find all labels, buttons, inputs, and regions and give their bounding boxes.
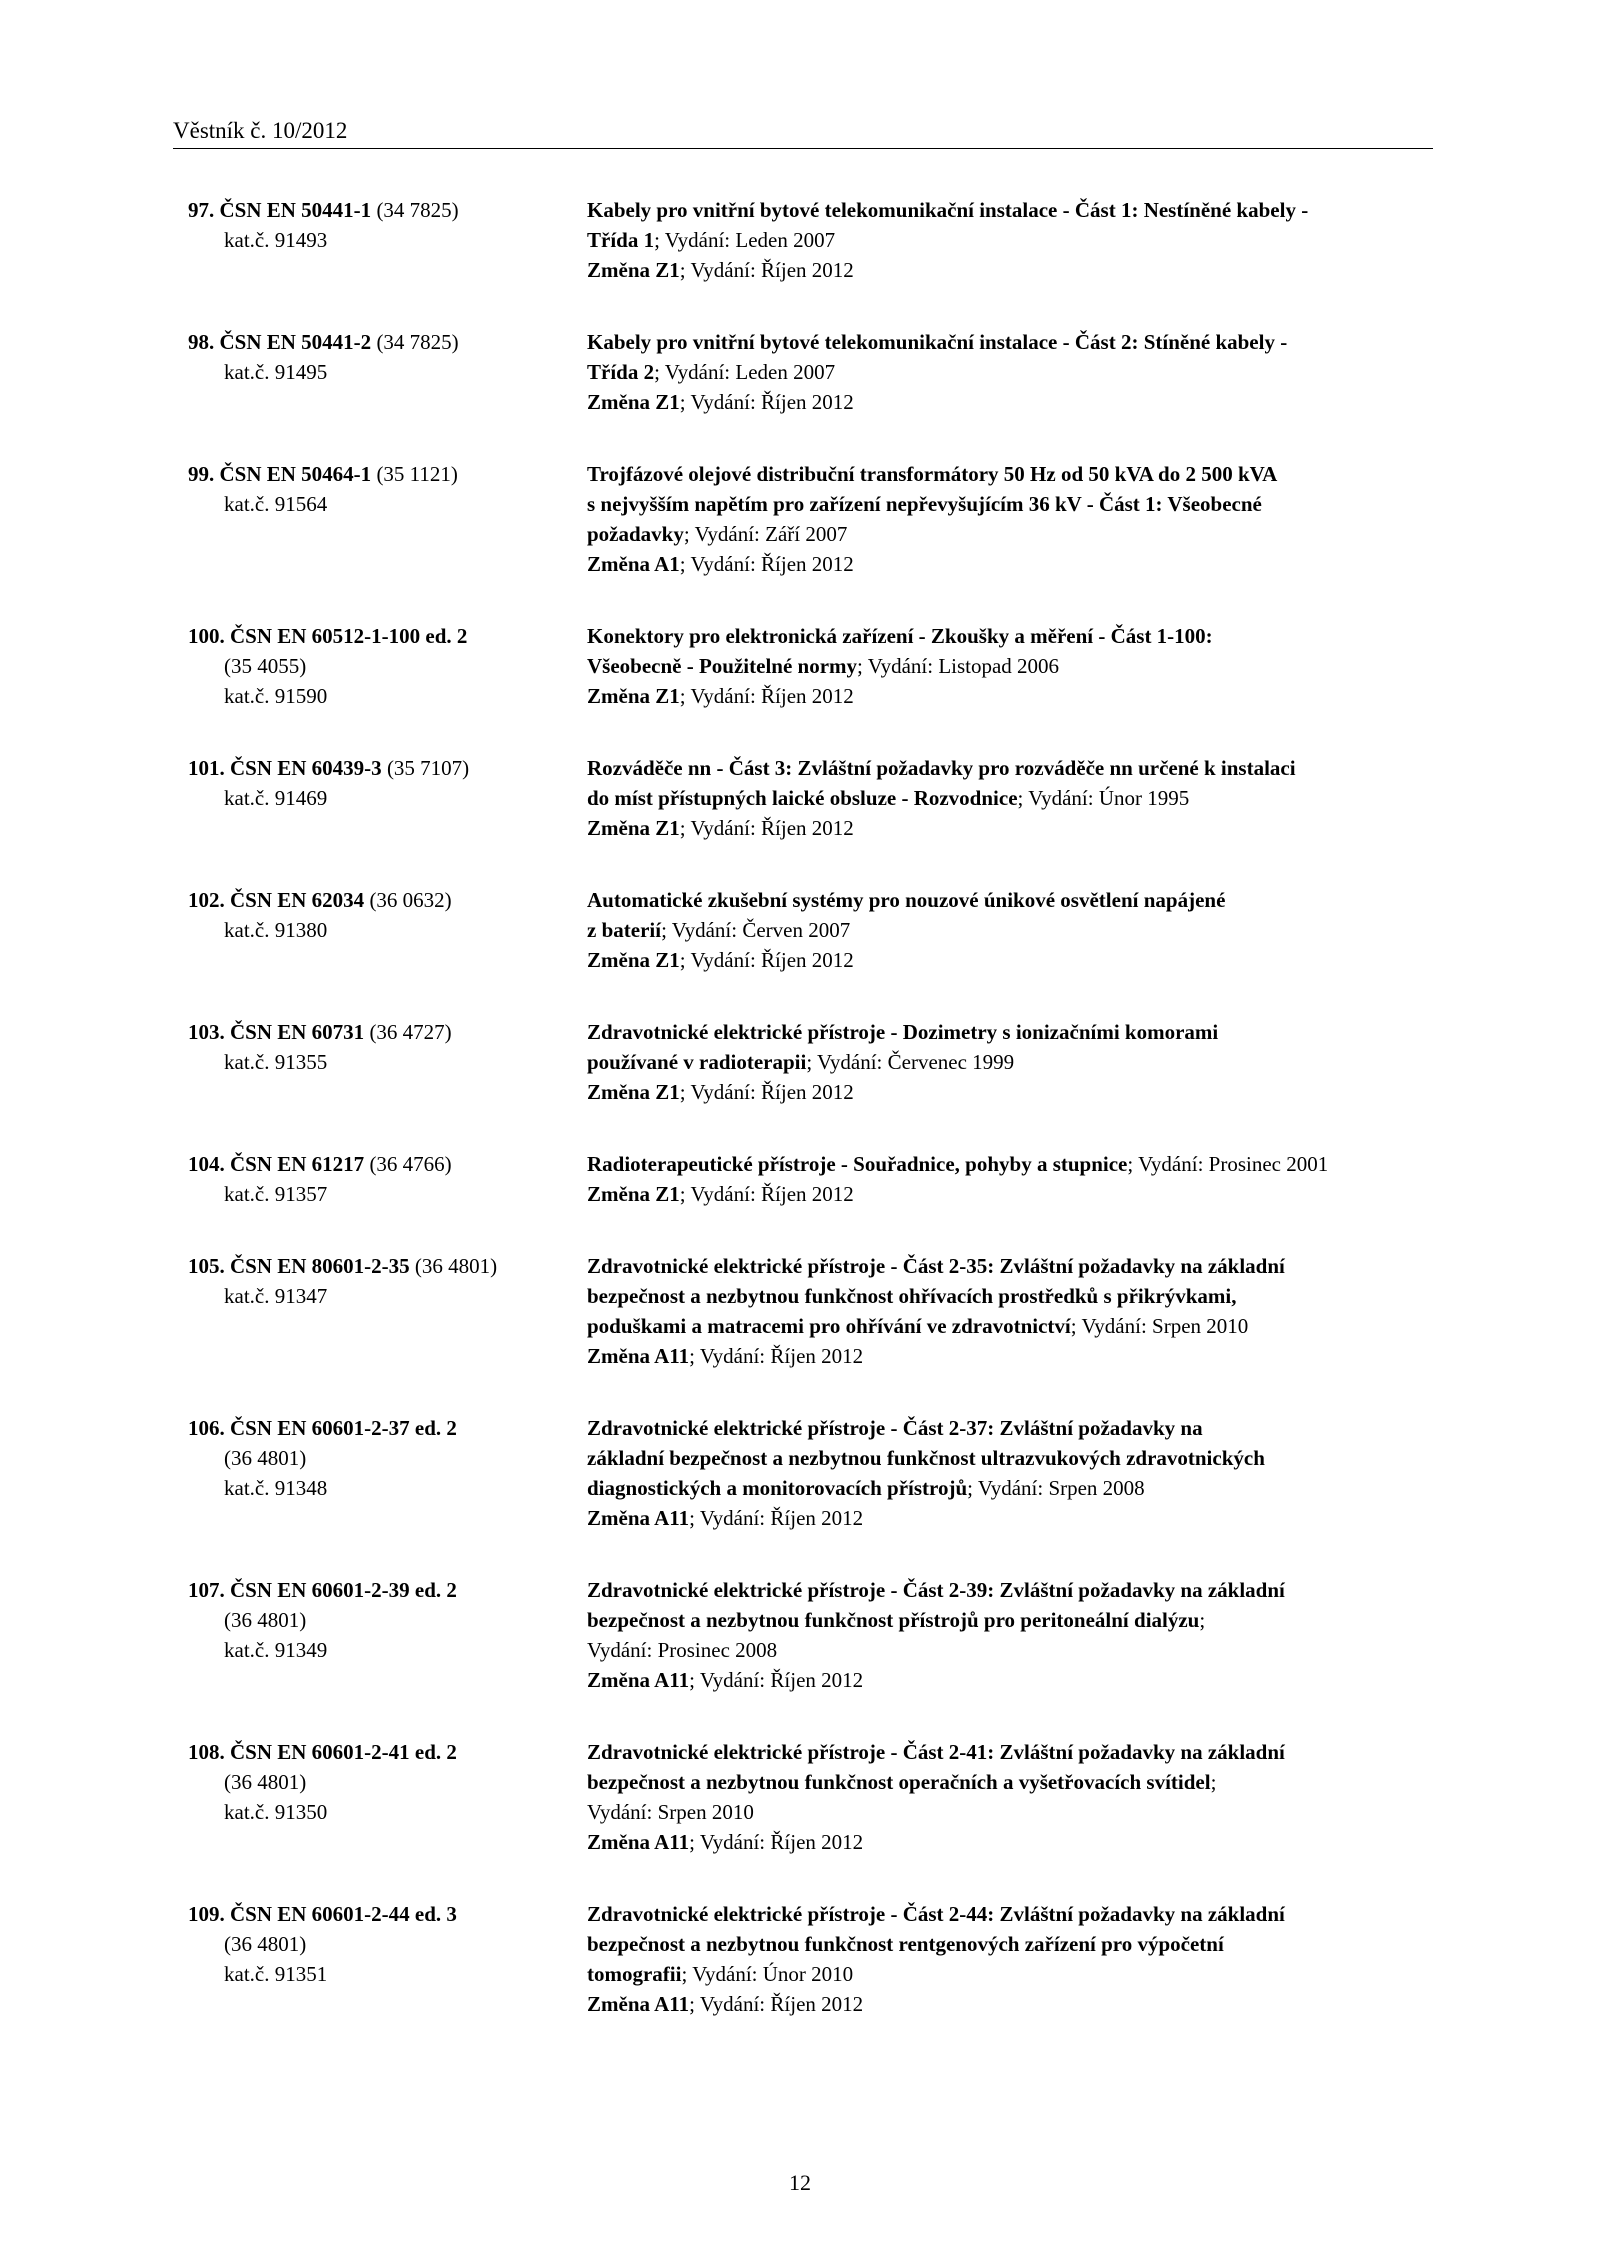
amendment-date: ; Vydání: Říjen 2012: [679, 1182, 854, 1206]
catalogue-number: kat.č. 91469: [224, 786, 328, 810]
title-line: [587, 1251, 1428, 1281]
amendment-line: [587, 813, 1428, 843]
standard-number-line: [188, 1017, 587, 1047]
title-line: [587, 519, 1428, 549]
standard-identifier: [188, 1251, 587, 1371]
standard-description: [587, 1413, 1428, 1533]
entry-number: 97.: [188, 198, 215, 222]
amendment-line: [587, 1077, 1428, 1107]
standard-title: Konektory pro elektronická zařízení - Zkoušky a měření - Část 1-100:: [587, 624, 1213, 648]
amendment-label: Změna A11: [587, 1668, 690, 1692]
amendment-date: ; Vydání: Říjen 2012: [679, 390, 854, 414]
issue-date: ; Vydání: Červenec 1999: [806, 1050, 1015, 1074]
amendment-line: [587, 681, 1428, 711]
standard-description: [587, 195, 1428, 285]
standard-title: tomografii: [587, 1962, 682, 1986]
standard-title: poduškami a matracemi pro ohřívání ve zdravotnictví: [587, 1314, 1071, 1338]
standard-title: Zdravotnické elektrické přístroje - Část 2-41: Zvláštní požadavky na základní: [587, 1740, 1285, 1764]
standard-entry: [188, 1149, 1428, 1209]
standard-designation: ČSN EN 80601-2-35: [230, 1254, 410, 1278]
amendment-date: ; Vydání: Říjen 2012: [689, 1668, 864, 1692]
title-line: [587, 915, 1428, 945]
standard-title: Trojfázové olejové distribuční transformátory 50 Hz od 50 kVA do 2 500 kVA: [587, 462, 1278, 486]
classification-code: (36 4801): [224, 1608, 307, 1632]
standard-designation: ČSN EN 50441-1: [219, 198, 372, 222]
standard-number-line: [188, 459, 587, 489]
entry-number: 103.: [188, 1020, 225, 1044]
classification-code: (36 0632): [369, 888, 452, 912]
standard-entry: [188, 1251, 1428, 1371]
title-line: [587, 327, 1428, 357]
classification-code: (36 4727): [369, 1020, 452, 1044]
standard-number-line: [188, 1149, 587, 1179]
amendment-date: ; Vydání: Říjen 2012: [679, 552, 854, 576]
title-line: [587, 651, 1428, 681]
catalogue-number: kat.č. 91347: [224, 1284, 328, 1308]
standard-entry: [188, 195, 1428, 285]
standard-title: Třída 2: [587, 360, 655, 384]
standard-title: bezpečnost a nezbytnou funkčnost přístrojů pro peritoneální dialýzu: [587, 1608, 1200, 1632]
standard-designation: ČSN EN 60601-2-41 ed. 2: [230, 1740, 457, 1764]
standard-identifier: [188, 753, 587, 843]
catalogue-number: kat.č. 91348: [224, 1476, 328, 1500]
standard-number-line: [188, 195, 587, 225]
standard-identifier: [188, 1737, 587, 1857]
catalogue-number: kat.č. 91357: [224, 1182, 328, 1206]
standard-description: [587, 459, 1428, 579]
entry-number: 107.: [188, 1578, 225, 1602]
title-line: [587, 783, 1428, 813]
standard-entry: [188, 1017, 1428, 1107]
amendment-label: Změna Z1: [587, 684, 680, 708]
amendment-label: Změna Z1: [587, 816, 680, 840]
amendment-date: ; Vydání: Říjen 2012: [679, 1080, 854, 1104]
classification-code: (35 4055): [224, 654, 307, 678]
standard-designation: ČSN EN 60601-2-39 ed. 2: [230, 1578, 457, 1602]
entry-number: 101.: [188, 756, 225, 780]
issue-date: ; Vydání: Prosinec 2001: [1127, 1152, 1329, 1176]
catalogue-number: kat.č. 91351: [224, 1962, 328, 1986]
amendment-line: [587, 255, 1428, 285]
entry-number: 99.: [188, 462, 215, 486]
amendment-label: Změna A11: [587, 1830, 690, 1854]
amendment-date: ; Vydání: Říjen 2012: [679, 258, 854, 282]
issue-date: ; Vydání: Leden 2007: [654, 360, 836, 384]
standards-list: [188, 195, 1428, 2019]
standard-designation: ČSN EN 60601-2-44 ed. 3: [230, 1902, 457, 1926]
standard-description: [587, 327, 1428, 417]
standard-number-line: [188, 1899, 587, 1929]
standard-number-line: [188, 1737, 587, 1767]
standard-designation: ČSN EN 60731: [230, 1020, 365, 1044]
standard-designation: ČSN EN 60512-1-100 ed. 2: [230, 624, 468, 648]
classification-code: (35 7107): [386, 756, 470, 780]
standard-title: Radioterapeutické přístroje - Souřadnice, pohyby a stupnice: [587, 1152, 1128, 1176]
issue-date: Vydání: Prosinec 2008: [587, 1638, 778, 1662]
standard-identifier: [188, 327, 587, 417]
standard-title: požadavky: [587, 522, 684, 546]
amendment-label: Změna A11: [587, 1344, 690, 1368]
classification-code: (34 7825): [376, 198, 459, 222]
standard-number-line: [188, 1413, 587, 1443]
standard-entry: [188, 459, 1428, 579]
standard-number-line: [188, 1575, 587, 1605]
amendment-label: Změna A1: [587, 552, 680, 576]
standard-title: Kabely pro vnitřní bytové telekomunikační instalace - Část 1: Nestíněné kabely -: [587, 198, 1309, 222]
title-line: [587, 753, 1428, 783]
standard-title: diagnostických a monitorovacích přístrojů: [587, 1476, 968, 1500]
title-line: [587, 357, 1428, 387]
standard-identifier: [188, 1413, 587, 1533]
amendment-line: [587, 387, 1428, 417]
standard-description: [587, 1737, 1428, 1857]
entry-number: 100.: [188, 624, 225, 648]
title-line: [587, 1473, 1428, 1503]
classification-code: (36 4766): [369, 1152, 452, 1176]
amendment-line: [587, 1341, 1428, 1371]
title-line: [587, 1575, 1428, 1605]
standard-description: [587, 1575, 1428, 1695]
classification-code: (34 7825): [376, 330, 459, 354]
amendment-line: [587, 945, 1428, 975]
entry-number: 106.: [188, 1416, 225, 1440]
standard-identifier: [188, 195, 587, 285]
standard-identifier: [188, 1575, 587, 1695]
amendment-label: Změna Z1: [587, 1182, 680, 1206]
issue-date: ; Vydání: Září 2007: [683, 522, 848, 546]
standard-description: [587, 1149, 1428, 1209]
amendment-date: ; Vydání: Říjen 2012: [689, 1992, 864, 2016]
catalogue-number: kat.č. 91564: [224, 492, 328, 516]
title-line: [587, 195, 1428, 225]
title-line: [587, 1047, 1428, 1077]
standard-number-line: [188, 621, 587, 651]
title-line: [587, 1899, 1428, 1929]
title-line: [587, 1149, 1428, 1179]
standard-entry: [188, 1413, 1428, 1533]
standard-entry: [188, 621, 1428, 711]
standard-number-line: [188, 885, 587, 915]
amendment-label: Změna Z1: [587, 1080, 680, 1104]
amendment-date: ; Vydání: Říjen 2012: [689, 1830, 864, 1854]
standard-title: Zdravotnické elektrické přístroje - Část 2-35: Zvláštní požadavky na základní: [587, 1254, 1285, 1278]
standard-description: [587, 753, 1428, 843]
standard-number-line: [188, 1251, 587, 1281]
standard-title: Zdravotnické elektrické přístroje - Část 2-39: Zvláštní požadavky na základní: [587, 1578, 1285, 1602]
standard-title: používané v radioterapii: [587, 1050, 807, 1074]
standard-entry: [188, 327, 1428, 417]
title-line: [587, 1929, 1428, 1959]
journal-title: Věstník č. 10/2012: [173, 118, 348, 143]
standard-number-line: [188, 753, 587, 783]
title-line: [587, 1443, 1428, 1473]
title-line: [587, 225, 1428, 255]
standard-designation: ČSN EN 60601-2-37 ed. 2: [230, 1416, 457, 1440]
standard-title: Automatické zkušební systémy pro nouzové únikové osvětlení napájené: [587, 888, 1226, 912]
standard-entry: [188, 753, 1428, 843]
standard-description: [587, 1251, 1428, 1371]
amendment-line: [587, 549, 1428, 579]
amendment-date: ; Vydání: Říjen 2012: [679, 948, 854, 972]
standard-title: Zdravotnické elektrické přístroje - Část 2-37: Zvláštní požadavky na: [587, 1416, 1203, 1440]
page-header: [173, 112, 1433, 149]
standard-title: bezpečnost a nezbytnou funkčnost ohřívacích prostředků s přikrývkami,: [587, 1284, 1237, 1308]
amendment-label: Změna Z1: [587, 258, 680, 282]
standard-title: Třída 1: [587, 228, 655, 252]
title-line: [587, 1959, 1428, 1989]
title-line: [587, 1767, 1428, 1797]
entry-number: 108.: [188, 1740, 225, 1764]
catalogue-number: kat.č. 91495: [224, 360, 328, 384]
title-line: [587, 885, 1428, 915]
standard-entry: [188, 1575, 1428, 1695]
amendment-date: ; Vydání: Říjen 2012: [679, 816, 854, 840]
issue-date: ;: [1210, 1770, 1217, 1794]
catalogue-number: kat.č. 91493: [224, 228, 328, 252]
standard-identifier: [188, 459, 587, 579]
standard-title: Zdravotnické elektrické přístroje - Dozimetry s ionizačními komorami: [587, 1020, 1219, 1044]
entry-number: 104.: [188, 1152, 225, 1176]
standard-designation: ČSN EN 50464-1: [219, 462, 372, 486]
issue-date: ; Vydání: Leden 2007: [654, 228, 836, 252]
entry-number: 102.: [188, 888, 225, 912]
classification-code: (35 1121): [376, 462, 458, 486]
amendment-label: Změna A11: [587, 1506, 690, 1530]
standard-entry: [188, 1899, 1428, 2019]
standard-designation: ČSN EN 50441-2: [219, 330, 372, 354]
standard-description: [587, 885, 1428, 975]
issue-date: Vydání: Srpen 2010: [587, 1800, 754, 1824]
issue-date: ; Vydání: Únor 1995: [1017, 786, 1190, 810]
standard-description: [587, 621, 1428, 711]
entry-number: 98.: [188, 330, 215, 354]
issue-date: ; Vydání: Srpen 2010: [1070, 1314, 1249, 1338]
amendment-line: [587, 1989, 1428, 2019]
title-line: [587, 621, 1428, 651]
title-line: [587, 489, 1428, 519]
classification-code: (36 4801): [224, 1770, 307, 1794]
classification-code: (36 4801): [224, 1446, 307, 1470]
standard-identifier: [188, 1017, 587, 1107]
standard-identifier: [188, 1149, 587, 1209]
standard-designation: ČSN EN 61217: [230, 1152, 365, 1176]
amendment-date: ; Vydání: Říjen 2012: [689, 1506, 864, 1530]
standard-identifier: [188, 621, 587, 711]
standard-description: [587, 1017, 1428, 1107]
amendment-label: Změna Z1: [587, 390, 680, 414]
amendment-line: [587, 1503, 1428, 1533]
amendment-line: [587, 1827, 1428, 1857]
standard-number-line: [188, 327, 587, 357]
standard-title: Kabely pro vnitřní bytové telekomunikační instalace - Část 2: Stíněné kabely -: [587, 330, 1288, 354]
title-line: [587, 1017, 1428, 1047]
entry-number: 105.: [188, 1254, 225, 1278]
amendment-date: ; Vydání: Říjen 2012: [689, 1344, 864, 1368]
issue-date: ; Vydání: Listopad 2006: [857, 654, 1060, 678]
catalogue-number: kat.č. 91350: [224, 1800, 328, 1824]
standard-title: Všeobecně - Použitelné normy: [587, 654, 858, 678]
standard-title: z baterií: [587, 918, 662, 942]
amendment-line: [587, 1179, 1428, 1209]
issue-date: ; Vydání: Srpen 2008: [967, 1476, 1145, 1500]
catalogue-number: kat.č. 91380: [224, 918, 328, 942]
title-line: [587, 1311, 1428, 1341]
standard-title: do míst přístupných laické obsluze - Rozvodnice: [587, 786, 1018, 810]
amendment-label: Změna Z1: [587, 948, 680, 972]
amendment-line: [587, 1665, 1428, 1695]
issue-date: ;: [1199, 1608, 1206, 1632]
standard-title: bezpečnost a nezbytnou funkčnost rentgenových zařízení pro výpočetní: [587, 1932, 1224, 1956]
standard-title: Rozváděče nn - Část 3: Zvláštní požadavky pro rozváděče nn určené k instalaci: [587, 756, 1296, 780]
standard-designation: ČSN EN 62034: [230, 888, 365, 912]
standard-designation: ČSN EN 60439-3: [230, 756, 382, 780]
issue-date: ; Vydání: Červen 2007: [661, 918, 851, 942]
standard-entry: [188, 885, 1428, 975]
classification-code: (36 4801): [414, 1254, 498, 1278]
title-line: [587, 1737, 1428, 1767]
issue-date: ; Vydání: Únor 2010: [681, 1962, 854, 1986]
catalogue-number: kat.č. 91349: [224, 1638, 328, 1662]
title-line: [587, 1281, 1428, 1311]
standard-title: s nejvyšším napětím pro zařízení nepřevyšujícím 36 kV - Část 1: Všeobecné: [587, 492, 1262, 516]
entry-number: 109.: [188, 1902, 225, 1926]
title-line: [587, 459, 1428, 489]
amendment-label: Změna A11: [587, 1992, 690, 2016]
page-number: 12: [789, 2170, 811, 2195]
standard-title: bezpečnost a nezbytnou funkčnost operačních a vyšetřovacích svítidel: [587, 1770, 1211, 1794]
standard-title: Zdravotnické elektrické přístroje - Část 2-44: Zvláštní požadavky na základní: [587, 1902, 1285, 1926]
amendment-date: ; Vydání: Říjen 2012: [679, 684, 854, 708]
catalogue-number: kat.č. 91355: [224, 1050, 328, 1074]
catalogue-number: kat.č. 91590: [224, 684, 328, 708]
title-line: [587, 1605, 1428, 1635]
standard-identifier: [188, 885, 587, 975]
standard-title: základní bezpečnost a nezbytnou funkčnost ultrazvukových zdravotnických: [587, 1446, 1265, 1470]
title-line: [587, 1413, 1428, 1443]
standard-identifier: [188, 1899, 587, 2019]
standard-entry: [188, 1737, 1428, 1857]
classification-code: (36 4801): [224, 1932, 307, 1956]
standard-description: [587, 1899, 1428, 2019]
